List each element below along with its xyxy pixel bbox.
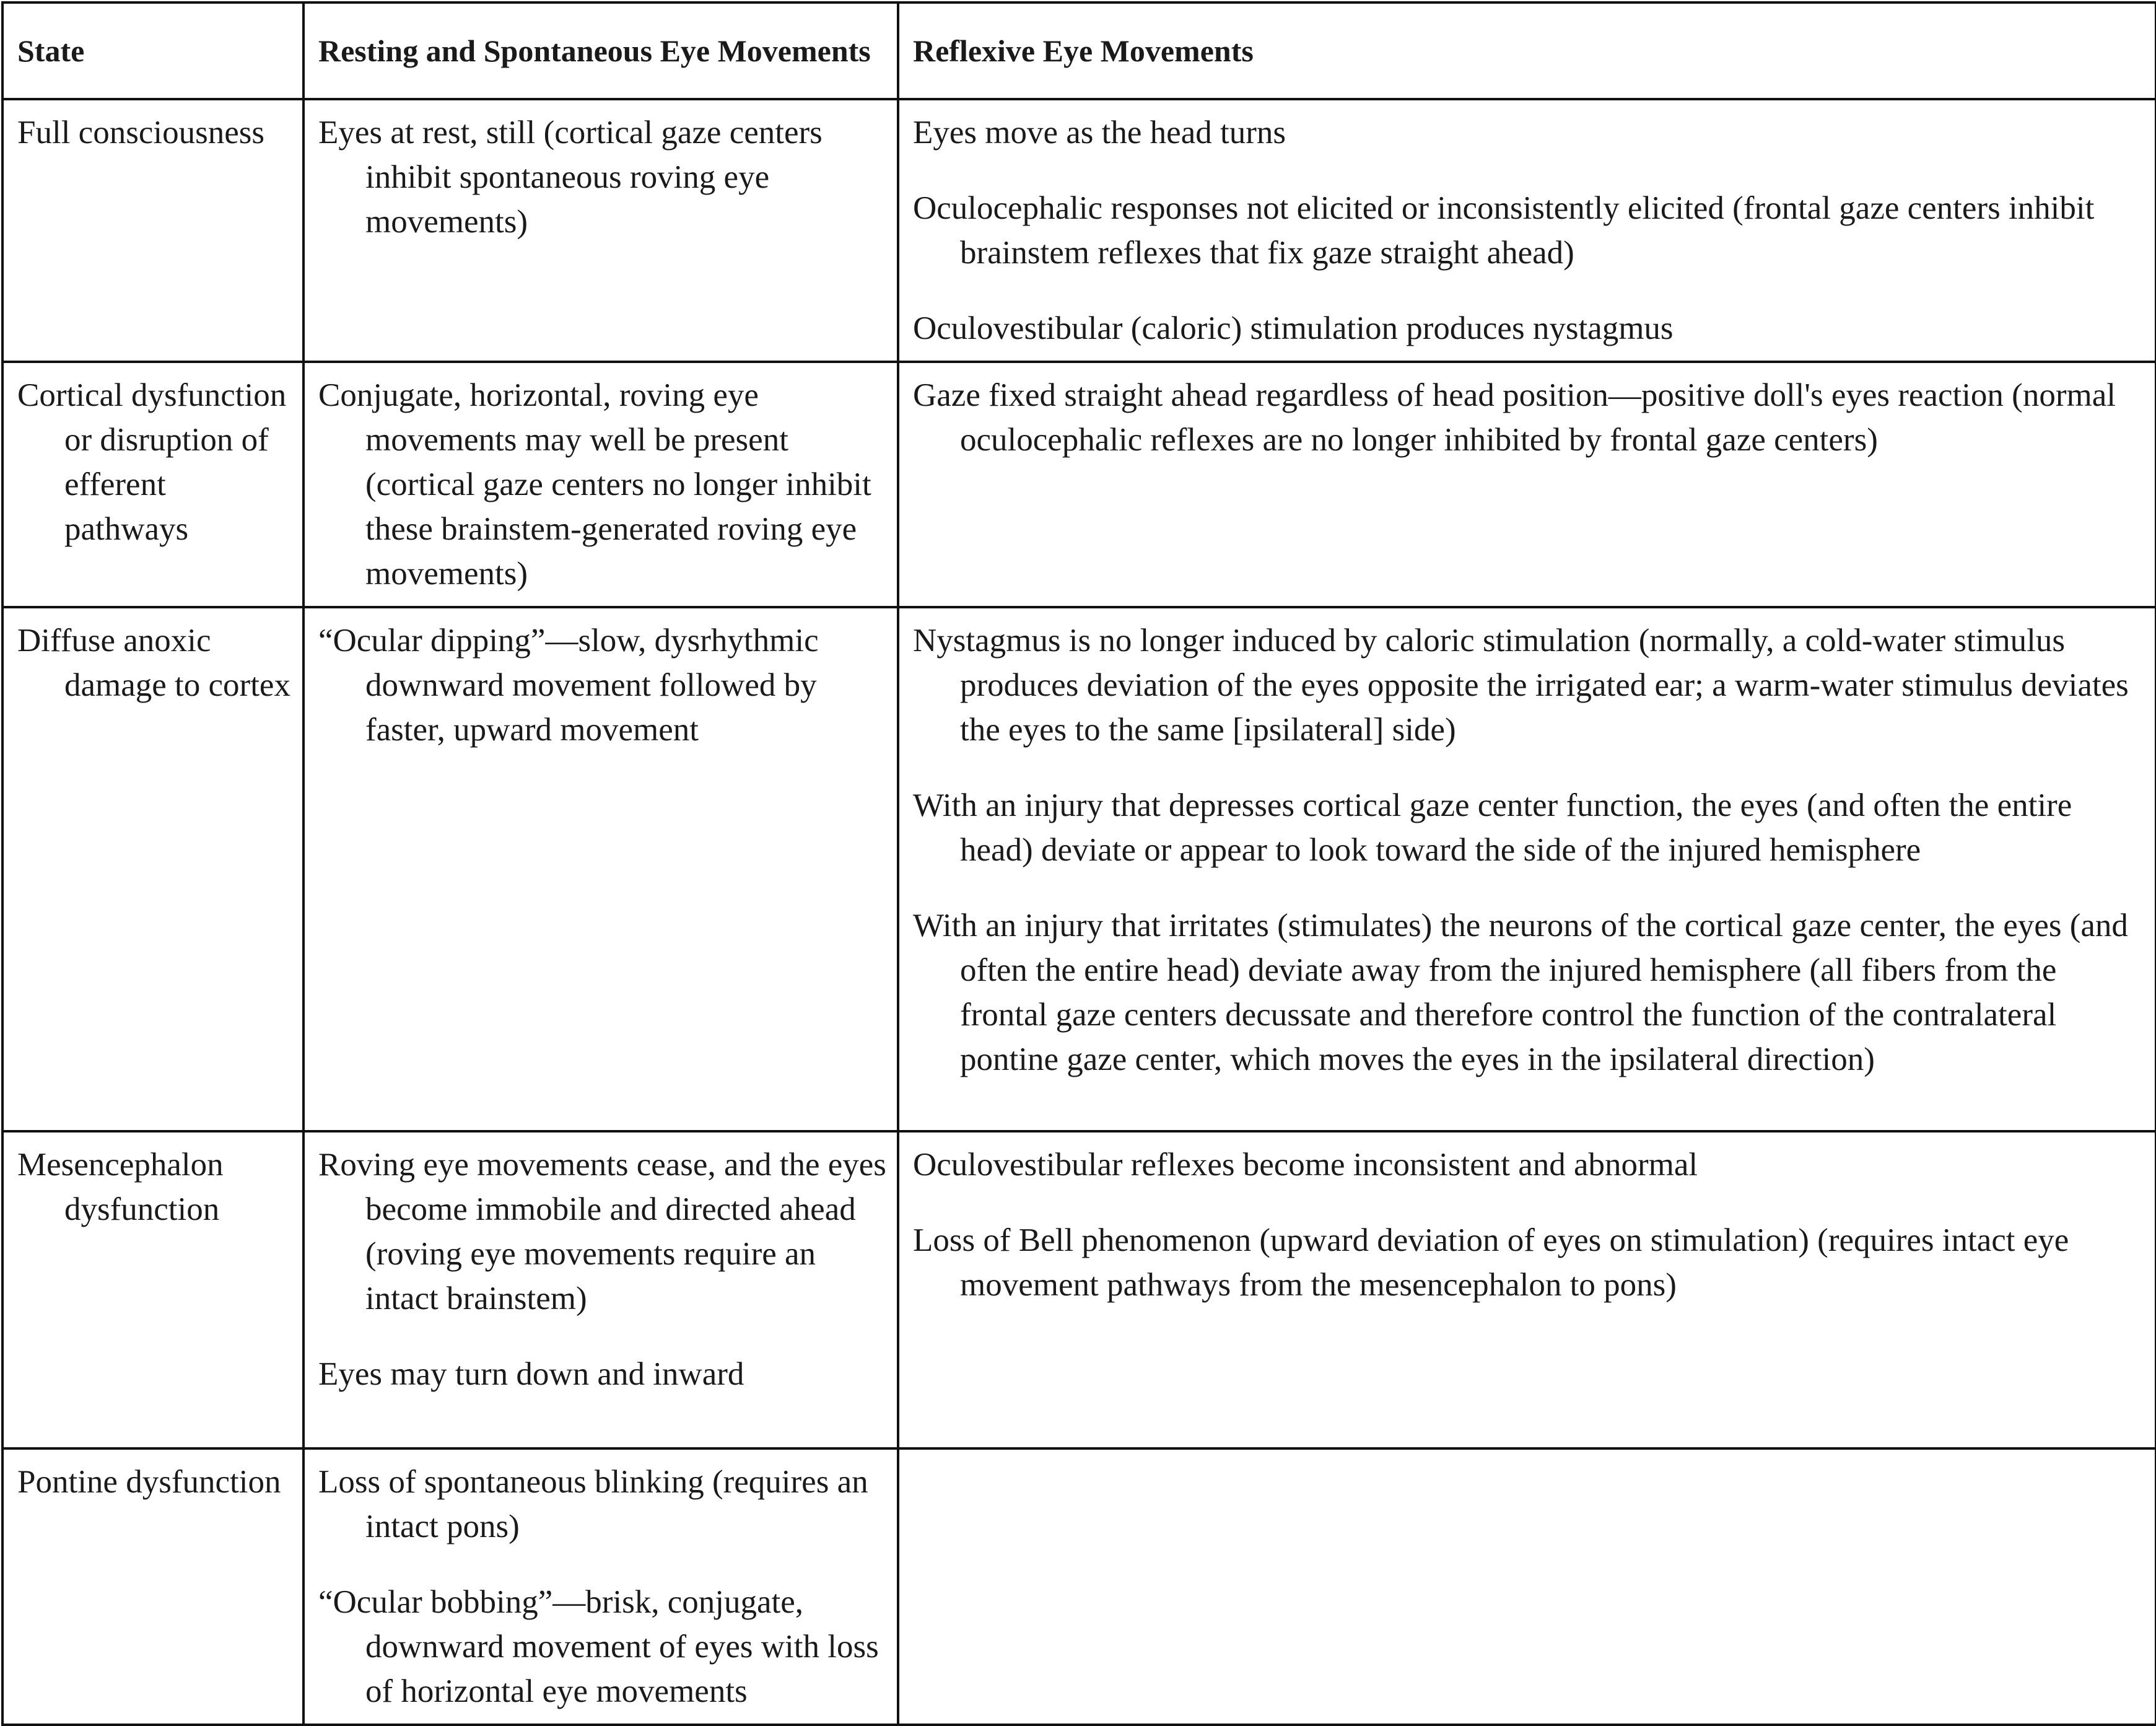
reflexive-cell bbox=[898, 99, 2156, 362]
reflexive-entry: With an injury that irritates (stimulates) the neurons of the cortical gaze center, the eyes (and often the entire head) deviate away from the injured hemisphere (all fibers from the frontal gaze centers decussate and therefore control the function of the contralateral pontine gaze center, which moves the eyes in the ipsilateral direction) bbox=[913, 908, 2128, 1077]
resting-entry: Loss of spontaneous blinking (requires an intact pons) bbox=[318, 1464, 868, 1544]
table-row bbox=[2, 362, 2156, 607]
resting-entry: Roving eye movements cease, and the eyes become immobile and directed ahead (roving eye movements require an intact brainstem) bbox=[318, 1147, 886, 1316]
reflexive-entry: Loss of Bell phenomenon (upward deviation of eyes on stimulation) (requires intact eye movement pathways from the mesencephalon to pons) bbox=[913, 1222, 2069, 1303]
state-text: Mesencephalon dysfunction bbox=[17, 1147, 224, 1227]
table-header-row bbox=[2, 2, 2156, 99]
resting-cell bbox=[303, 1131, 898, 1448]
header-state: State bbox=[2, 2, 303, 99]
state-text: Pontine dysfunction bbox=[17, 1464, 281, 1500]
reflexive-entry: Oculovestibular reflexes become inconsistent and abnormal bbox=[913, 1147, 1698, 1183]
reflexive-entry: Oculovestibular (caloric) stimulation produces nystagmus bbox=[913, 310, 1674, 346]
resting-entry: “Ocular bobbing”—brisk, conjugate, downward movement of eyes with loss of horizontal eye movements bbox=[318, 1584, 879, 1709]
reflexive-cell bbox=[898, 362, 2156, 607]
eye-movements-table bbox=[1, 1, 2156, 1726]
table-row bbox=[2, 99, 2156, 362]
resting-entry: Eyes may turn down and inward bbox=[318, 1356, 744, 1392]
state-cell bbox=[2, 1448, 303, 1725]
resting-entry: “Ocular dipping”—slow, dysrhythmic downward movement followed by faster, upward movement bbox=[318, 623, 819, 748]
table-row bbox=[2, 607, 2156, 1131]
resting-cell bbox=[303, 99, 898, 362]
resting-cell bbox=[303, 607, 898, 1131]
state-text: Full consciousness bbox=[17, 115, 264, 151]
reflexive-entry: With an injury that depresses cortical gaze center function, the eyes (and often the entire head) deviate or appear to look toward the side of the injured hemisphere bbox=[913, 787, 2072, 868]
state-text: Diffuse anoxic damage to cortex bbox=[17, 623, 290, 703]
header-resting: Resting and Spontaneous Eye Movements bbox=[303, 2, 898, 99]
resting-cell bbox=[303, 1448, 898, 1725]
reflexive-cell bbox=[898, 607, 2156, 1131]
header-reflexive: Reflexive Eye Movements bbox=[898, 2, 2156, 99]
table-row bbox=[2, 1448, 2156, 1725]
state-cell bbox=[2, 607, 303, 1131]
state-text: Cortical dysfunction or disruption of efferent pathways bbox=[17, 377, 287, 547]
reflexive-cell bbox=[898, 1131, 2156, 1448]
table-row bbox=[2, 1131, 2156, 1448]
state-cell bbox=[2, 362, 303, 607]
reflexive-cell-empty bbox=[898, 1448, 2156, 1725]
resting-entry: Eyes at rest, still (cortical gaze centers inhibit spontaneous roving eye movements) bbox=[318, 115, 823, 240]
reflexive-entry: Oculocephalic responses not elicited or inconsistently elicited (frontal gaze centers inhibit brainstem reflexes that fix gaze straight ahead) bbox=[913, 190, 2095, 271]
state-cell bbox=[2, 99, 303, 362]
reflexive-entry: Gaze fixed straight ahead regardless of head position—positive doll's eyes reaction (normal oculocephalic reflexes are no longer inhibited by frontal gaze centers) bbox=[913, 377, 2116, 458]
resting-entry: Conjugate, horizontal, roving eye movements may well be present (cortical gaze centers no longer inhibit these brainstem-generated roving eye movements) bbox=[318, 377, 871, 592]
resting-cell bbox=[303, 362, 898, 607]
reflexive-entry: Nystagmus is no longer induced by caloric stimulation (normally, a cold-water stimulus produces deviation of the eyes opposite the irrigated ear; a warm-water stimulus deviates the eyes to the same [ipsilateral] side) bbox=[913, 623, 2129, 748]
reflexive-entry: Eyes move as the head turns bbox=[913, 115, 1286, 151]
state-cell bbox=[2, 1131, 303, 1448]
